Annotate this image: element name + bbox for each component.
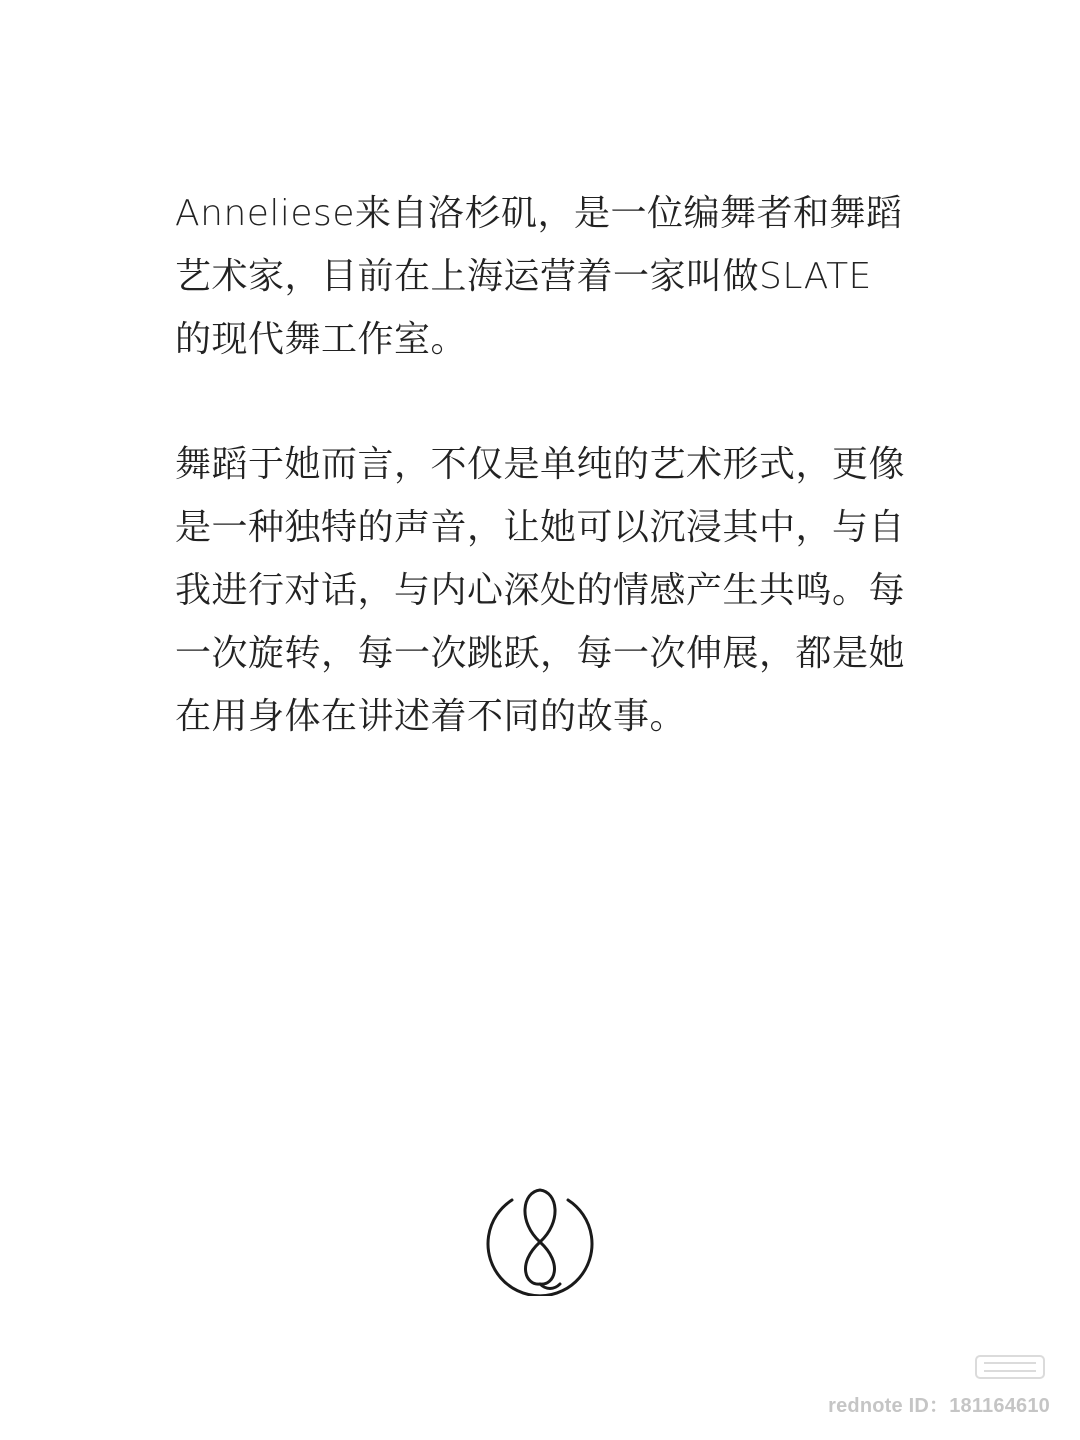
article-paragraph-dance: 舞蹈于她而言，不仅是单纯的艺术形式，更像是一种独特的声音，让她可以沉浸其中，与自我进行对话，与内心深处的情感产生共鸣。每一次旋转，每一次跳跃，每一次伸展，都是她在用身体在讲述着不同的故事。 [175,444,906,737]
article-paragraph-intro: Anneliese来自洛杉矶，是一位编舞者和舞蹈艺术家，目前在上海运营着一家叫做SLATE的现代舞工作室。 [175,193,903,360]
article-body [175,182,907,748]
watermark-id-text: rednote ID：181164610 [828,1395,1050,1417]
rednote-logo-icon [970,1352,1050,1382]
infinity-loop-logo-icon [482,1180,598,1296]
